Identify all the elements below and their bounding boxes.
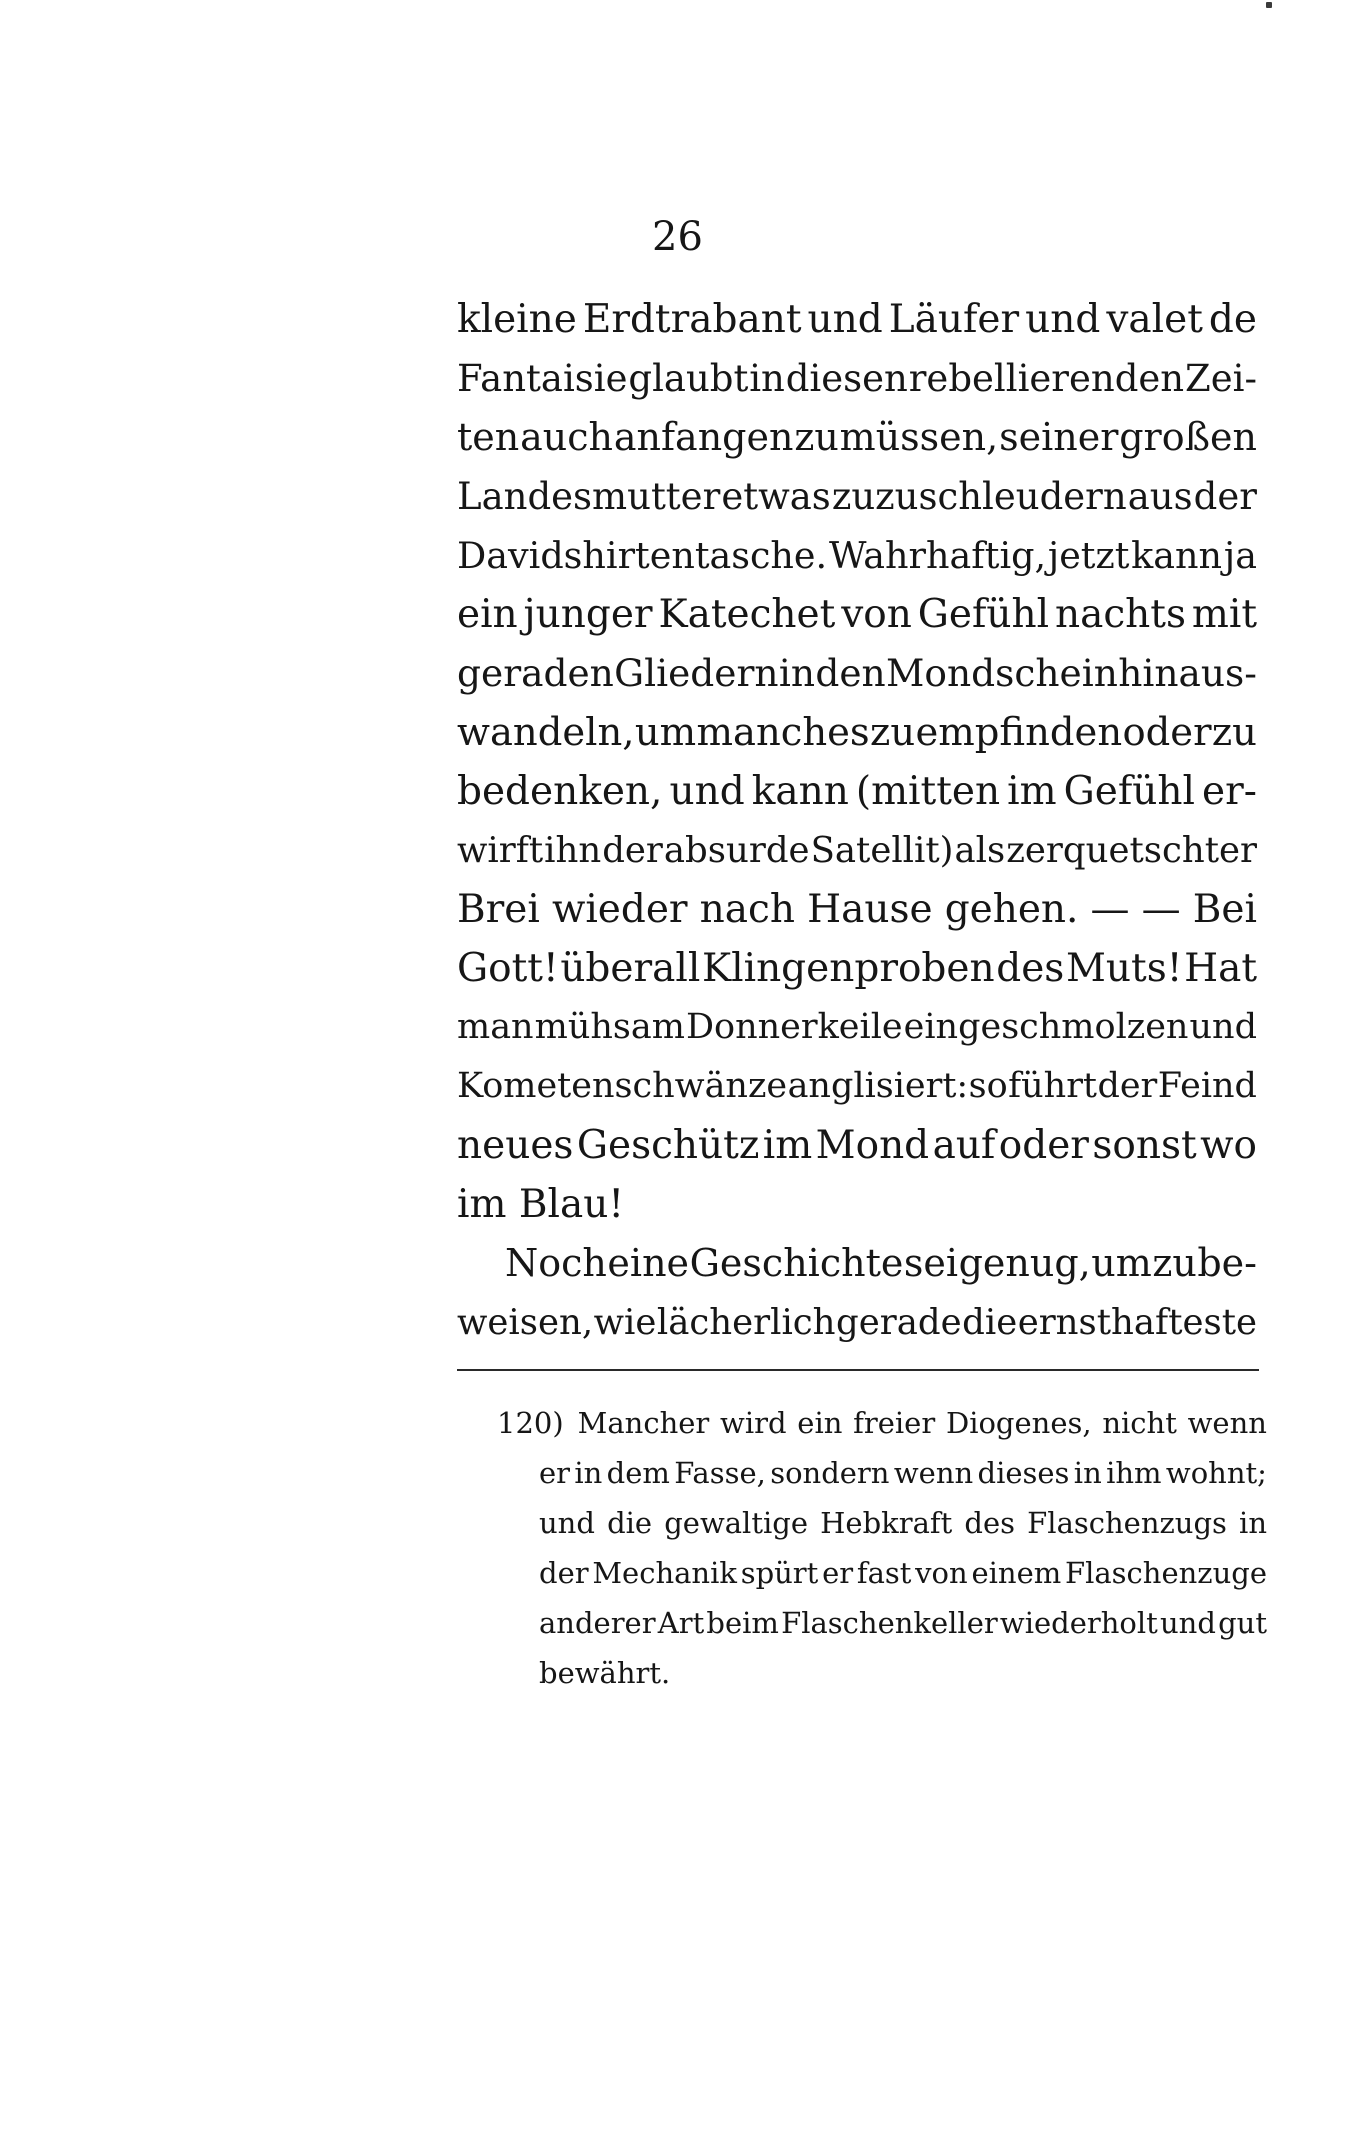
footnote-text: Mancher wird ein freier Diogenes, nicht wenn <box>577 1406 1267 1440</box>
footnote-line: anderer Art beim Flaschenkeller wiederholt und gut <box>539 1606 1267 1640</box>
footnote-line: der Mechanik spürt er fast von einem Flaschenzuge <box>539 1556 1267 1590</box>
text-line: neues Geschütz im Mond auf oder sonst wo <box>457 1123 1257 1168</box>
text-line: im Blau! <box>457 1182 625 1227</box>
text-line: kleine Erdtrabant und Läufer und valet de <box>457 297 1257 342</box>
text-line: Landesmutter etwas zuzuschleudern aus der <box>457 475 1257 518</box>
footnote-line: und die gewaltige Hebkraft des Flaschenzugs in <box>539 1506 1267 1540</box>
text-line: Davidshirtentasche. Wahrhaftig, jetzt kann ja <box>457 534 1257 577</box>
text-line: Fantaisie glaubt in diesen rebellierenden Zei- <box>457 357 1257 400</box>
footnote-line: er in dem Fasse, sondern wenn dieses in ihm wohnt; <box>539 1456 1267 1490</box>
page-number: 26 <box>652 214 703 260</box>
text-line: ten auch anfangen zu müssen, seiner großen <box>457 415 1257 459</box>
footnote-number: 120) <box>497 1406 564 1440</box>
text-line: wirft ihn der absurde Satellit) als zerquetschter <box>457 830 1257 871</box>
text-line: Brei wieder nach Hause gehen. — — Bei <box>457 887 1257 932</box>
text-line: ein junger Katechet von Gefühl nachts mit <box>457 592 1257 637</box>
text-line: geraden Gliedern in den Mondschein hinaus- <box>457 651 1257 695</box>
footnote-divider <box>457 1369 1259 1371</box>
footnote-line: bewährt. <box>539 1656 671 1690</box>
scan-speck <box>1266 2 1272 8</box>
text-line: Gott! überall Klingenproben des Muts! Hat <box>457 946 1257 991</box>
text-line: wandeln, um manches zu empfinden oder zu <box>457 710 1257 755</box>
main-text <box>457 290 1257 1352</box>
footnote <box>497 1398 1267 1698</box>
text-line: Noch eine Geschichte sei genug, um zu be- <box>505 1241 1257 1285</box>
footnote-line-first <box>497 1398 1267 1448</box>
text-line: bedenken, und kann (mitten im Gefühl er- <box>457 769 1257 814</box>
text-line: weisen, wie lächerlich gerade die ernsthafteste <box>457 1302 1257 1343</box>
text-line: Kometenschwänze anglisiert: so führt der Feind <box>457 1066 1257 1106</box>
text-line: man mühsam Donnerkeile eingeschmolzen und <box>457 1007 1257 1047</box>
